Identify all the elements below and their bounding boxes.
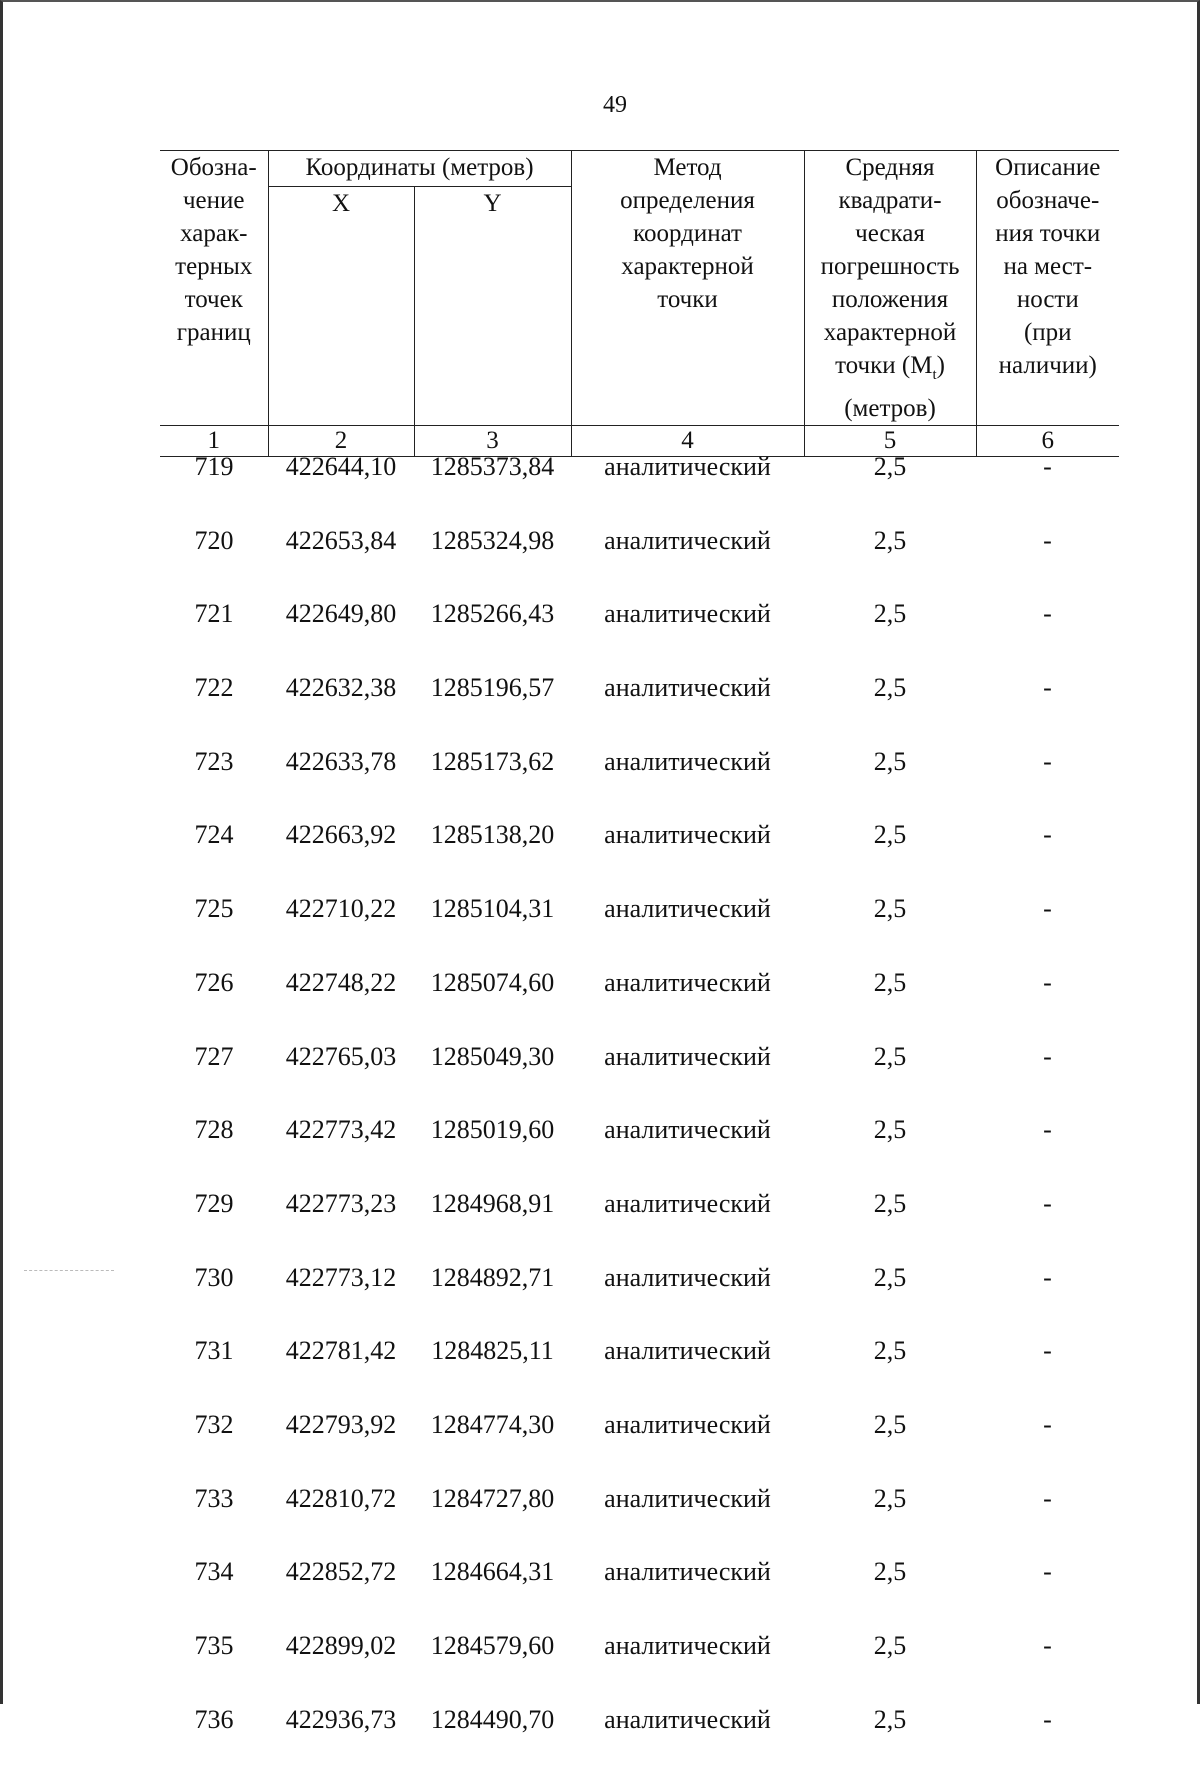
point-id-cell: 730 — [194, 1262, 234, 1292]
description-cell: - — [1043, 673, 1052, 703]
header-number: 5 — [804, 426, 976, 457]
x-coordinate-cell: 422773,12 — [285, 1262, 397, 1292]
header-line: харак- — [180, 220, 248, 247]
header-text: точки (M — [835, 352, 933, 379]
method-cell: аналитический — [604, 1041, 771, 1071]
description-cell: - — [1043, 525, 1052, 555]
method-cell: аналитический — [604, 967, 771, 997]
method-cell: аналитический — [604, 525, 771, 555]
x-coordinate-cell: 422899,02 — [285, 1631, 397, 1660]
description-cell: - — [1043, 894, 1052, 924]
method-cell: аналитический — [604, 1262, 771, 1292]
point-id-cell: 729 — [194, 1188, 234, 1218]
method-cell: аналитический — [604, 599, 771, 629]
y-coordinate-cell: 1284727,80 — [430, 1483, 555, 1513]
method-cell: аналитический — [604, 1483, 771, 1513]
method-cell: аналитический — [604, 1409, 771, 1439]
error-cell: 2,5 — [873, 1631, 907, 1660]
point-id-cell: 731 — [194, 1336, 234, 1366]
header-line: (при — [1023, 319, 1072, 346]
header-line: наличии) — [998, 352, 1097, 379]
x-coordinate-cell: 422633,78 — [285, 746, 397, 776]
header-line: погрешность — [820, 253, 960, 280]
y-coordinate-cell: 1284825,11 — [431, 1336, 554, 1366]
method-cell: аналитический — [604, 1557, 771, 1587]
header-line: точки — [657, 286, 718, 313]
header-point-designation — [160, 151, 268, 426]
table-row — [160, 665, 1119, 739]
error-cell: 2,5 — [873, 673, 907, 703]
x-coordinate-cell: 422773,42 — [285, 1115, 397, 1145]
y-coordinate-cell: 1285324,98 — [430, 525, 555, 555]
table-row — [160, 1402, 1119, 1476]
table-row — [160, 960, 1119, 1034]
method-cell: аналитический — [604, 452, 771, 481]
method-cell: аналитический — [604, 1115, 771, 1145]
method-cell: аналитический — [604, 894, 771, 924]
header-number: 6 — [976, 426, 1119, 457]
point-id-cell: 733 — [194, 1483, 234, 1513]
y-coordinate-cell: 1285173,62 — [430, 746, 555, 776]
coordinates-table-header — [160, 150, 1119, 457]
error-cell: 2,5 — [873, 967, 907, 997]
description-cell: - — [1043, 1704, 1052, 1734]
method-cell: аналитический — [604, 746, 771, 776]
point-id-cell: 724 — [194, 820, 234, 850]
header-text: ) — [936, 352, 945, 379]
header-method — [571, 151, 804, 426]
table-row — [160, 1328, 1119, 1402]
table-row — [160, 739, 1119, 813]
header-line: ния точки — [995, 220, 1101, 247]
point-id-cell: 728 — [194, 1115, 234, 1145]
header-line: положения — [831, 286, 949, 313]
point-id-cell: 727 — [194, 1041, 234, 1071]
y-coordinate-cell: 1285104,31 — [430, 894, 555, 924]
header-line: Обозна- — [170, 154, 257, 181]
description-cell: - — [1043, 1483, 1052, 1513]
x-coordinate-cell: 422765,03 — [285, 1041, 397, 1071]
description-cell: - — [1043, 1409, 1052, 1439]
x-coordinate-cell: 422810,72 — [285, 1483, 397, 1513]
point-id-cell: 736 — [194, 1704, 234, 1734]
header-number: 2 — [268, 426, 414, 457]
table-row — [160, 812, 1119, 886]
header-row-group — [160, 151, 1119, 187]
description-cell: - — [1043, 1336, 1052, 1366]
description-cell: - — [1043, 1262, 1052, 1292]
y-coordinate-cell: 1284579,60 — [430, 1631, 555, 1660]
header-mean-square-error — [804, 151, 976, 426]
header-line: ности — [1016, 286, 1079, 313]
description-cell: - — [1043, 452, 1052, 481]
description-cell: - — [1043, 820, 1052, 850]
description-cell: - — [1043, 746, 1052, 776]
y-coordinate-cell: 1284664,31 — [430, 1557, 555, 1587]
description-cell: - — [1043, 599, 1052, 629]
description-cell: - — [1043, 1557, 1052, 1587]
point-id-cell: 719 — [194, 452, 234, 481]
x-coordinate-cell: 422936,73 — [285, 1704, 397, 1734]
error-cell: 2,5 — [873, 1409, 907, 1439]
header-number: 3 — [414, 426, 571, 457]
header-line: характерной — [823, 319, 957, 346]
header-line: ческая — [855, 220, 925, 247]
error-cell: 2,5 — [873, 1557, 907, 1587]
method-cell: аналитический — [604, 673, 771, 703]
header-line: обозначе- — [996, 187, 1100, 214]
header-line: координат — [633, 220, 742, 247]
header-line: характерной — [621, 253, 754, 280]
table-row — [160, 444, 1119, 518]
description-cell: - — [1043, 1631, 1052, 1660]
header-line: определения — [620, 187, 755, 214]
page-number: 49 — [603, 92, 627, 118]
scan-artifact — [24, 1270, 114, 1272]
x-coordinate-cell: 422649,80 — [285, 599, 397, 629]
x-coordinate-cell: 422852,72 — [285, 1557, 397, 1587]
x-coordinate-cell: 422710,22 — [285, 894, 397, 924]
x-coordinate-cell: 422748,22 — [285, 967, 397, 997]
error-cell: 2,5 — [873, 894, 907, 924]
table-row — [160, 518, 1119, 592]
header-line: квадрати- — [838, 187, 942, 214]
description-cell: - — [1043, 967, 1052, 997]
method-cell: аналитический — [604, 820, 771, 850]
error-cell: 2,5 — [873, 1336, 907, 1366]
y-coordinate-cell: 1285138,20 — [430, 820, 555, 850]
y-coordinate-cell: 1285373,84 — [430, 452, 555, 481]
table-row — [160, 591, 1119, 665]
error-cell: 2,5 — [873, 1041, 907, 1071]
point-id-cell: 734 — [194, 1557, 234, 1587]
error-cell: 2,5 — [873, 452, 907, 481]
error-cell: 2,5 — [873, 1188, 907, 1218]
table-row — [160, 1476, 1119, 1550]
table-row — [160, 1181, 1119, 1255]
header-line: Описание — [995, 154, 1101, 181]
method-cell: аналитический — [604, 1704, 771, 1734]
error-cell: 2,5 — [873, 1483, 907, 1513]
y-coordinate-cell: 1284892,71 — [430, 1262, 555, 1292]
point-id-cell: 723 — [194, 746, 234, 776]
point-id-cell: 725 — [194, 894, 234, 924]
header-line: (метров) — [844, 395, 936, 422]
error-cell: 2,5 — [873, 1115, 907, 1145]
y-coordinate-cell: 1284968,91 — [430, 1188, 555, 1218]
x-coordinate-cell: 422781,42 — [285, 1336, 397, 1366]
point-id-cell: 720 — [194, 525, 234, 555]
y-coordinate-cell: 1285196,57 — [430, 673, 555, 703]
header-line — [807, 349, 974, 392]
header-line: на мест- — [1003, 253, 1093, 280]
table-row — [160, 1549, 1119, 1623]
header-line: границ — [176, 319, 251, 346]
header-line: точек — [184, 286, 243, 313]
point-id-cell: 732 — [194, 1409, 234, 1439]
point-id-cell: 726 — [194, 967, 234, 997]
x-coordinate-cell: 422644,10 — [285, 452, 397, 481]
error-cell: 2,5 — [873, 1262, 907, 1292]
header-y: Y — [414, 186, 571, 425]
error-cell: 2,5 — [873, 525, 907, 555]
error-cell: 2,5 — [873, 746, 907, 776]
error-cell: 2,5 — [873, 1704, 907, 1734]
table-row — [160, 1034, 1119, 1108]
header-x: X — [268, 186, 414, 425]
table-row — [160, 1107, 1119, 1181]
header-line: терных — [175, 253, 253, 280]
description-cell: - — [1043, 1041, 1052, 1071]
y-coordinate-cell: 1285019,60 — [430, 1115, 555, 1145]
point-id-cell: 721 — [194, 599, 234, 629]
x-coordinate-cell: 422663,92 — [285, 820, 397, 850]
subscript-t: t — [932, 367, 937, 383]
header-line: чение — [182, 187, 245, 214]
point-id-cell: 735 — [194, 1631, 234, 1660]
header-number: 1 — [160, 426, 268, 457]
description-cell: - — [1043, 1115, 1052, 1145]
coordinates-table-body — [160, 444, 1119, 1770]
x-coordinate-cell: 422793,92 — [285, 1409, 397, 1439]
header-number: 4 — [571, 426, 804, 457]
table-row — [160, 1623, 1119, 1697]
header-point-description — [976, 151, 1119, 426]
method-cell: аналитический — [604, 1188, 771, 1218]
error-cell: 2,5 — [873, 599, 907, 629]
description-cell: - — [1043, 1188, 1052, 1218]
x-coordinate-cell: 422773,23 — [285, 1188, 397, 1218]
point-id-cell: 722 — [194, 673, 234, 703]
method-cell: аналитический — [604, 1631, 771, 1660]
method-cell: аналитический — [604, 1336, 771, 1366]
y-coordinate-cell: 1285074,60 — [430, 967, 555, 997]
header-coordinates-group: Координаты (метров) — [268, 151, 571, 187]
table-row — [160, 1697, 1119, 1770]
error-cell: 2,5 — [873, 820, 907, 850]
y-coordinate-cell: 1284774,30 — [430, 1409, 555, 1439]
table-row — [160, 886, 1119, 960]
y-coordinate-cell: 1285049,30 — [430, 1041, 555, 1071]
header-line: Метод — [653, 154, 722, 181]
x-coordinate-cell: 422632,38 — [285, 673, 397, 703]
y-coordinate-cell: 1285266,43 — [430, 599, 555, 629]
y-coordinate-cell: 1284490,70 — [430, 1704, 555, 1734]
header-line: Средняя — [845, 154, 935, 181]
x-coordinate-cell: 422653,84 — [285, 525, 397, 555]
table-row — [160, 1255, 1119, 1329]
